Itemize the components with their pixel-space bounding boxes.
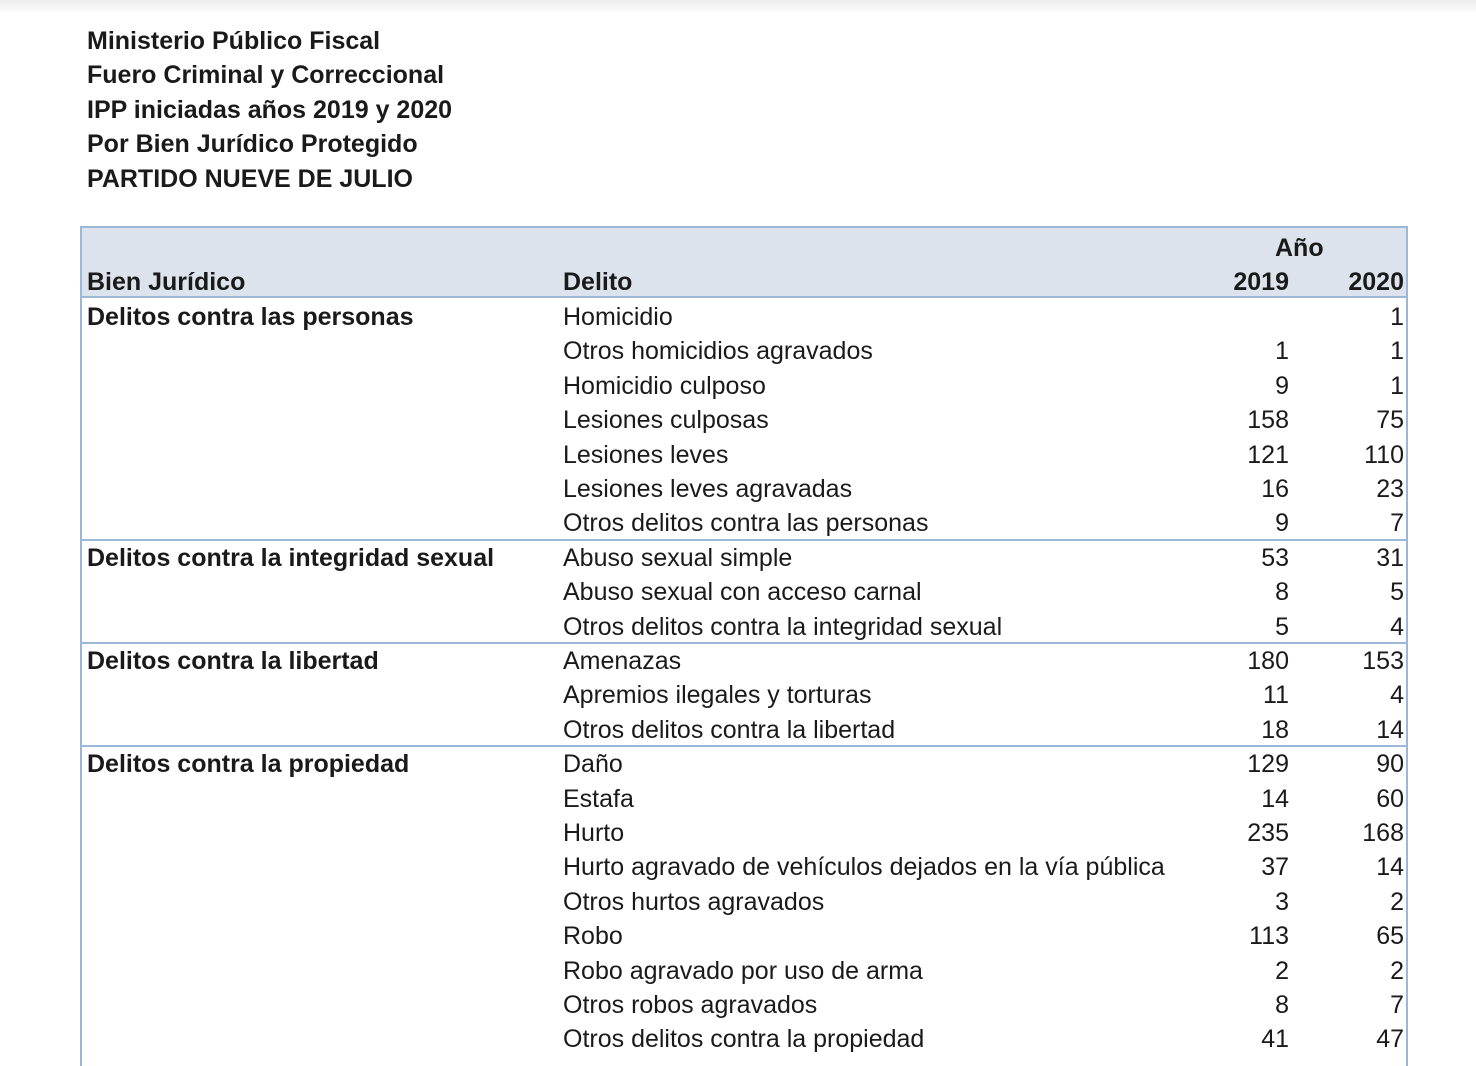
value-2020-cell: 65 — [1376, 922, 1404, 951]
delito-cell: Otros homicidios agravados — [563, 337, 873, 366]
value-2020-cell: 5 — [1390, 578, 1404, 607]
table-row — [82, 403, 1406, 437]
table-row — [82, 642, 1406, 678]
col-header-2019: 2019 — [1233, 268, 1289, 296]
value-2020-cell: 168 — [1362, 819, 1404, 847]
table-row — [82, 782, 1406, 816]
value-2019-cell: 8 — [1275, 578, 1289, 607]
value-2019-cell: 16 — [1261, 475, 1289, 503]
value-2020-cell: 110 — [1364, 440, 1404, 469]
delito-cell: Homicidio — [563, 303, 673, 331]
value-2019-cell: 53 — [1261, 543, 1289, 572]
value-2020-cell: 60 — [1376, 784, 1404, 813]
table-row — [82, 885, 1406, 919]
value-2020-cell: 14 — [1376, 853, 1404, 882]
value-2019-cell: 158 — [1247, 406, 1289, 435]
table-row — [82, 300, 1406, 334]
value-2020-cell: 7 — [1390, 509, 1404, 538]
delito-cell: Hurto — [563, 819, 625, 847]
table-row — [82, 816, 1406, 850]
bien-juridico-cell: Delitos contra las personas — [87, 303, 414, 331]
value-2019-cell: 9 — [1275, 371, 1289, 400]
table-row — [82, 1022, 1406, 1056]
col-header-anio: Año — [1275, 234, 1324, 262]
value-2019-cell: 235 — [1247, 819, 1289, 847]
delito-cell: Otros delitos contra las personas — [563, 509, 929, 538]
value-2019-cell: 18 — [1261, 715, 1289, 744]
delito-cell: Abuso sexual con acceso carnal — [563, 578, 922, 607]
value-2020-cell: 2 — [1390, 956, 1404, 985]
table-row — [82, 745, 1406, 781]
delito-cell: Amenazas — [563, 647, 682, 675]
value-2020-cell: 23 — [1376, 475, 1404, 503]
table-row — [82, 334, 1406, 368]
value-2019-cell: 37 — [1261, 853, 1289, 882]
value-2020-cell: 31 — [1376, 543, 1404, 572]
value-2020-cell: 1 — [1390, 371, 1404, 400]
value-2020-cell: 4 — [1390, 681, 1404, 710]
value-2020-cell: 90 — [1376, 750, 1404, 779]
table-row — [82, 988, 1406, 1022]
top-edge-shadow — [0, 0, 1476, 14]
delito-cell: Robo — [563, 922, 623, 951]
value-2020-cell: 14 — [1376, 715, 1404, 744]
table-row — [82, 438, 1406, 472]
value-2019-cell: 9 — [1275, 509, 1289, 538]
table-row — [82, 369, 1406, 403]
value-2020-cell: 47 — [1376, 1025, 1404, 1054]
col-header-bien-juridico: Bien Jurídico — [87, 268, 246, 296]
col-header-2020: 2020 — [1348, 268, 1404, 296]
delito-cell: Otros delitos contra la propiedad — [563, 1025, 925, 1054]
delito-cell: Otros hurtos agravados — [563, 887, 825, 916]
delito-cell: Apremios ilegales y torturas — [563, 681, 872, 710]
bien-juridico-cell: Delitos contra la propiedad — [87, 750, 410, 779]
value-2020-cell: 1 — [1390, 337, 1404, 366]
value-2020-cell: 2 — [1390, 887, 1404, 916]
table-row — [82, 850, 1406, 884]
delito-cell: Lesiones culposas — [563, 406, 769, 435]
col-header-delito: Delito — [563, 268, 633, 296]
delito-cell: Robo agravado por uso de arma — [563, 956, 923, 985]
value-2020-cell: 4 — [1390, 612, 1404, 641]
table-row — [82, 954, 1406, 988]
value-2019-cell: 3 — [1275, 887, 1289, 916]
value-2019-cell: 11 — [1263, 681, 1289, 710]
value-2020-cell: 1 — [1390, 303, 1404, 331]
value-2020-cell: 153 — [1362, 647, 1404, 675]
value-2019-cell: 113 — [1249, 922, 1289, 951]
value-2020-cell: 75 — [1376, 406, 1404, 435]
delito-cell: Lesiones leves agravadas — [563, 475, 853, 503]
ipp-table — [80, 226, 1408, 1066]
delito-cell: Otros robos agravados — [563, 991, 818, 1019]
value-2019-cell: 180 — [1247, 647, 1289, 675]
table-row — [82, 919, 1406, 953]
delito-cell: Hurto agravado de vehículos dejados en la vía pública — [563, 853, 1165, 882]
table-row — [82, 610, 1406, 644]
value-2019-cell: 1 — [1275, 337, 1289, 366]
report-header — [87, 24, 452, 196]
delito-cell: Homicidio culposo — [563, 371, 766, 400]
header-ipp: IPP iniciadas años 2019 y 2020 — [87, 95, 453, 124]
value-2019-cell: 2 — [1275, 956, 1289, 985]
value-2019-cell: 41 — [1261, 1025, 1289, 1054]
delito-cell: Abuso sexual simple — [563, 543, 793, 572]
delito-cell: Otros delitos contra la integridad sexual — [563, 612, 1003, 641]
header-bien-juridico: Por Bien Jurídico Protegido — [87, 130, 418, 159]
bien-juridico-cell: Delitos contra la integridad sexual — [87, 543, 495, 572]
value-2019-cell: 8 — [1275, 991, 1289, 1019]
table-row — [82, 472, 1406, 506]
value-2019-cell: 5 — [1275, 612, 1289, 641]
delito-cell: Lesiones leves — [563, 440, 729, 469]
table-row — [82, 506, 1406, 540]
table-row — [82, 575, 1406, 609]
header-ministerio: Ministerio Público Fiscal — [87, 27, 381, 55]
value-2019-cell: 14 — [1261, 784, 1289, 813]
bien-juridico-cell: Delitos contra la libertad — [87, 647, 379, 675]
delito-cell: Otros delitos contra la libertad — [563, 715, 896, 744]
header-fuero: Fuero Criminal y Correccional — [87, 61, 445, 90]
value-2019-cell: 129 — [1247, 750, 1289, 779]
header-partido: PARTIDO NUEVE DE JULIO — [87, 164, 413, 193]
table-header — [82, 228, 1406, 298]
value-2020-cell: 7 — [1390, 991, 1404, 1019]
delito-cell: Daño — [563, 750, 623, 779]
delito-cell: Estafa — [563, 784, 634, 813]
table-row — [82, 678, 1406, 712]
table-row — [82, 539, 1406, 575]
value-2019-cell: 121 — [1247, 440, 1289, 469]
table-row — [82, 713, 1406, 747]
